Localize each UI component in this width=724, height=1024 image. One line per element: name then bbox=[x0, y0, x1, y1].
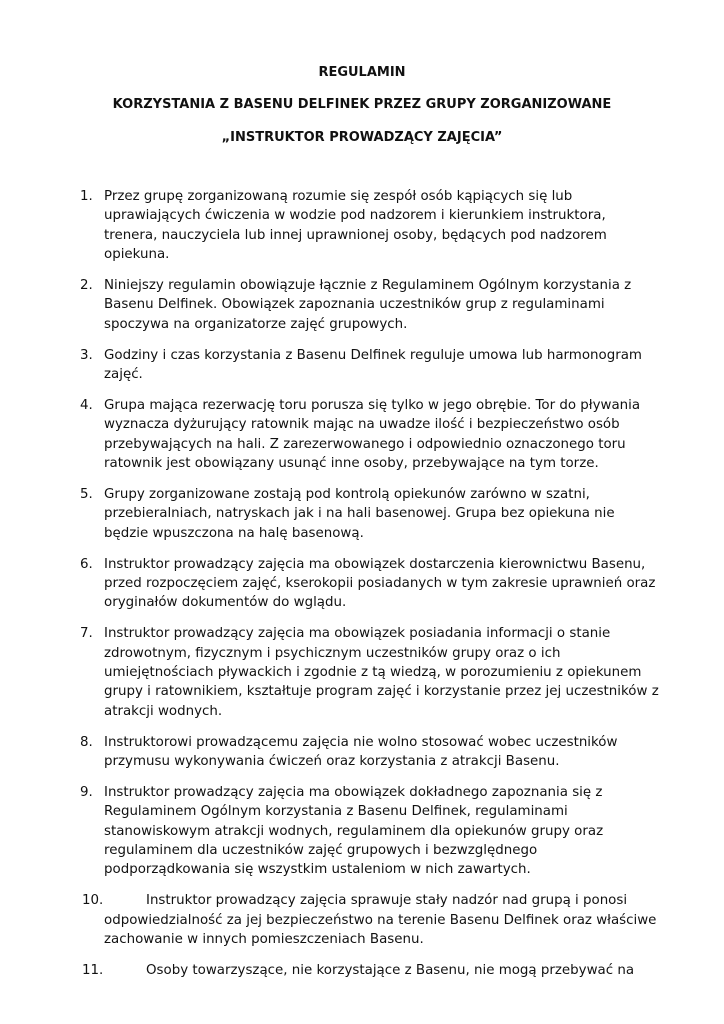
list-item bbox=[80, 555, 660, 613]
item-number: 7. bbox=[80, 626, 93, 642]
item-number: 4. bbox=[80, 398, 93, 414]
item-text: Przez grupę zorganizowaną rozumie się zespół osób kąpiących się lub uprawiających ćwiczenia w wodzie pod nadzorem i kierunkiem instruktora, trenera, nauczyciela lub innej uprawnionej osoby, będących pod nadzorem opiekuna. bbox=[104, 189, 607, 262]
document-scope: „INSTRUKTOR PROWADZĄCY ZAJĘCIA” bbox=[221, 130, 503, 145]
item-text: Instruktor prowadzący zajęcia ma obowiązek posiadania informacji o stanie zdrowotnym, fizycznym i psychicznym uczestników grupy oraz o ich umiejętnościach pływackich i zgodnie z tą wiedzą, w porozumieniu z opiekunem grupy i ratownikiem, kształtuje program zajęć i korzystanie przez jej uczestników z atrakcji wodnych. bbox=[104, 626, 659, 719]
item-text: Niniejszy regulamin obowiązuje łącznie z Regulaminem Ogólnym korzystania z Basenu Delfinek. Obowiązek zapoznania uczestników grup z regulaminami spoczywa na organizatorze zajęć grupowych. bbox=[104, 277, 632, 332]
item-text: Instruktor prowadzący zajęcia ma obowiązek dostarczenia kierownictwu Basenu, przed rozpoczęciem zajęć, kserokopii posiadanych w tym zakresie uprawnień oraz oryginałów dokumentów do wglądu. bbox=[104, 556, 656, 611]
list-item bbox=[80, 346, 660, 385]
item-number: 5. bbox=[80, 487, 93, 503]
document-title: REGULAMIN bbox=[318, 65, 406, 80]
list-item bbox=[80, 624, 660, 720]
item-text: Grupy zorganizowane zostają pod kontrolą opiekunów zarówno w szatni, przebieralniach, natryskach jak i na hali basenowej. Grupa bez opiekuna nie będzie wpuszczona na halę basenową. bbox=[104, 487, 615, 541]
list-item bbox=[80, 891, 660, 949]
item-text: Grupa mająca rezerwację toru porusza się tylko w jego obrębie. Tor do pływania wyznacza dyżurujący ratownik mając na uwadze ilość i bezpieczeństwo osób przebywających na hali. Z zarezerwowanego i odpowiednio oznaczonego toru ratownik jest obowiązany usunąć inne osoby, przebywające na tym torze. bbox=[104, 398, 641, 471]
list-item bbox=[80, 733, 660, 772]
item-number: 2. bbox=[80, 277, 93, 293]
item-number: 11. bbox=[82, 963, 104, 979]
item-text: Instruktor prowadzący zajęcia ma obowiązek dokładnego zapoznania się z Regulaminem Ogólnym korzystania z Basenu Delfinek, regulaminami stanowiskowym atrakcji wodnych, regulaminem dla opiekunów grupy oraz regulaminem dla uczestników zajęć grupowych i bezwzględnego podporządkowania się wszystkim ustaleniom w nich zawartych. bbox=[104, 785, 604, 878]
item-text: Instruktor prowadzący zajęcia sprawuje stały nadzór nad grupą i ponosi odpowiedzialność za jej bezpieczeństwo na terenie Basenu Delfinek oraz właściwe zachowanie w innych pomieszczeniach Basenu. bbox=[104, 893, 657, 947]
item-number: 3. bbox=[80, 347, 93, 363]
document-subtitle: KORZYSTANIA Z BASENU DELFINEK PRZEZ GRUPY ZORGANIZOWANE bbox=[112, 97, 612, 112]
item-number: 9. bbox=[80, 785, 93, 801]
list-item bbox=[80, 485, 660, 543]
list-item bbox=[80, 396, 660, 473]
regulation-list bbox=[80, 187, 660, 992]
item-number: 8. bbox=[80, 734, 93, 750]
item-text: Godziny i czas korzystania z Basenu Delfinek reguluje umowa lub harmonogram zajęć. bbox=[104, 347, 642, 382]
list-item bbox=[80, 961, 660, 980]
item-number: 6. bbox=[80, 556, 93, 572]
list-item bbox=[80, 276, 660, 334]
item-text: Instruktorowi prowadzącemu zajęcia nie wolno stosować wobec uczestników przymusu wykonywania ćwiczeń oraz korzystania z atrakcji Basenu. bbox=[104, 734, 618, 769]
list-item bbox=[80, 187, 660, 264]
item-text: Osoby towarzyszące, nie korzystające z Basenu, nie mogą przebywać na bbox=[146, 963, 635, 979]
item-number: 10. bbox=[82, 893, 104, 909]
list-item bbox=[80, 783, 660, 879]
item-number: 1. bbox=[80, 189, 93, 204]
